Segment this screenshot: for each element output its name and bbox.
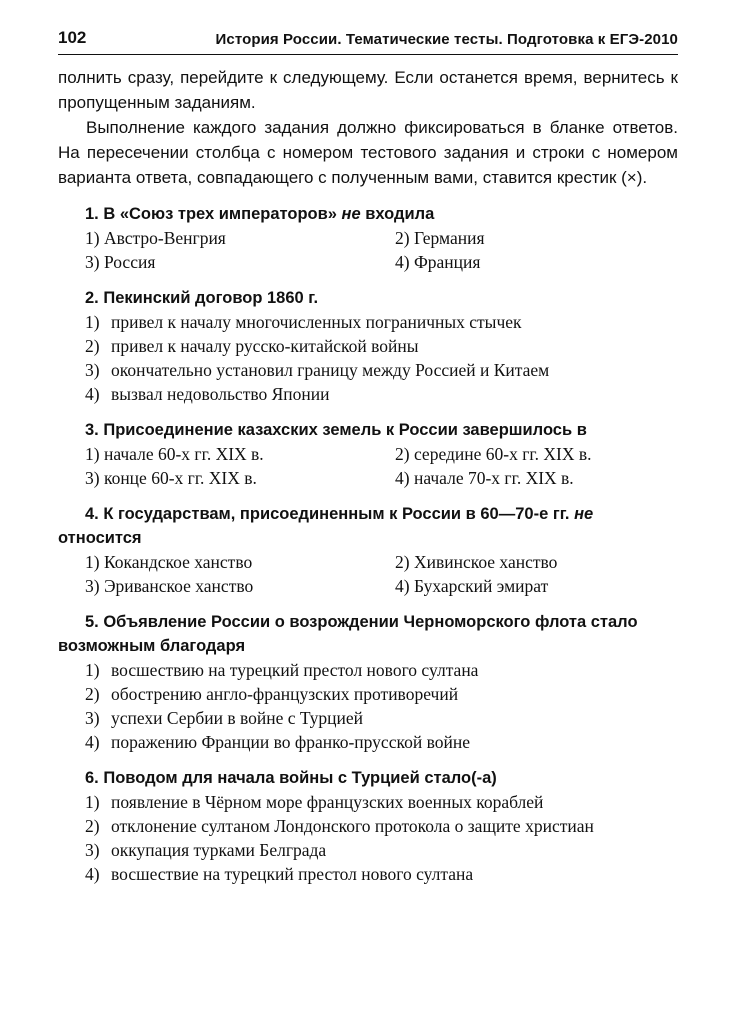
- question-title: 6. Поводом для начала войны с Турцией стало(-а): [85, 769, 497, 787]
- answer-option-3: 3) оккупация турками Белграда: [85, 840, 327, 860]
- answer-option-4: 4) поражению Франции во франко-прусской войне: [85, 732, 470, 752]
- answer-option-1: 1) Кокандское ханство: [85, 552, 253, 572]
- answer-option-1: 1) привел к началу многочисленных пограничных стычек: [85, 312, 522, 332]
- answer-options: [58, 550, 678, 598]
- answer-option-3: 3) Эриванское ханство: [85, 576, 254, 596]
- instructions-paragraph-2: Выполнение каждого задания должно фиксироваться в бланке ответов. На пересечении столбца с номером тестового задания и строки с номером варианта ответа, совпадающего с полученным вами, ставится крестик (×).: [58, 118, 678, 187]
- answer-options: [58, 658, 678, 754]
- answer-option-2: 2) отклонение султаном Лондонского протокола о защите христиан: [85, 816, 594, 836]
- question-4: [58, 502, 678, 598]
- answer-option-3: 3) успехи Сербии в войне с Турцией: [85, 708, 364, 728]
- answer-option-3: 3) окончательно установил границу между Россией и Китаем: [85, 360, 550, 380]
- answer-option-2: 2) обострению англо-французских противоречий: [85, 684, 459, 704]
- question-title: 3. Присоединение казахских земель к России завершилось в: [85, 421, 587, 439]
- running-title: История России. Тематические тесты. Подготовка к ЕГЭ-2010: [215, 31, 678, 48]
- page-number: 102: [58, 28, 87, 47]
- question-6: [58, 766, 678, 886]
- question-title: 1. В «Союз трех императоров» не входила: [85, 205, 435, 223]
- book-page: [58, 28, 678, 886]
- question-5: [58, 610, 678, 754]
- answer-option-3: 3) Россия: [85, 252, 156, 272]
- instructions: [58, 65, 678, 190]
- answer-option-4: 4) Франция: [395, 252, 481, 272]
- question-3: [58, 418, 678, 490]
- answer-option-2: 2) Германия: [395, 228, 485, 248]
- answer-option-2: 2) привел к началу русско-китайской войны: [85, 336, 419, 356]
- answer-option-1: 1) восшествию на турецкий престол нового султана: [85, 660, 479, 680]
- answer-option-4: 4) Бухарский эмират: [395, 576, 549, 596]
- answer-options: [58, 226, 678, 274]
- question-1: [58, 202, 678, 274]
- answer-option-4: 4) восшествие на турецкий престол нового султана: [85, 864, 474, 884]
- page-header: [58, 28, 678, 55]
- answer-option-1: 1) начале 60-х гг. XIX в.: [85, 444, 264, 464]
- question-2: [58, 286, 678, 406]
- answer-option-4: 4) вызвал недовольство Японии: [85, 384, 330, 404]
- answer-options: [58, 442, 678, 490]
- answer-option-2: 2) середине 60-х гг. XIX в.: [395, 444, 592, 464]
- question-title: 5. Объявление России о возрождении Черноморского флота стало возможным благодаря: [58, 613, 638, 655]
- answer-option-2: 2) Хивинское ханство: [395, 552, 558, 572]
- answer-option-1: 1) появление в Чёрном море французских военных кораблей: [85, 792, 544, 812]
- answer-options: [58, 310, 678, 406]
- answer-options: [58, 790, 678, 886]
- question-title: 4. К государствам, присоединенным к России в 60—70-е гг. не относится: [58, 505, 594, 547]
- answer-option-4: 4) начале 70-х гг. XIX в.: [395, 468, 574, 488]
- instructions-paragraph-1: полнить сразу, перейдите к следующему. Если останется время, вернитесь к пропущенным заданиям.: [58, 68, 678, 112]
- question-title: 2. Пекинский договор 1860 г.: [85, 289, 319, 307]
- answer-option-1: 1) Австро-Венгрия: [85, 228, 226, 248]
- answer-option-3: 3) конце 60-х гг. XIX в.: [85, 468, 257, 488]
